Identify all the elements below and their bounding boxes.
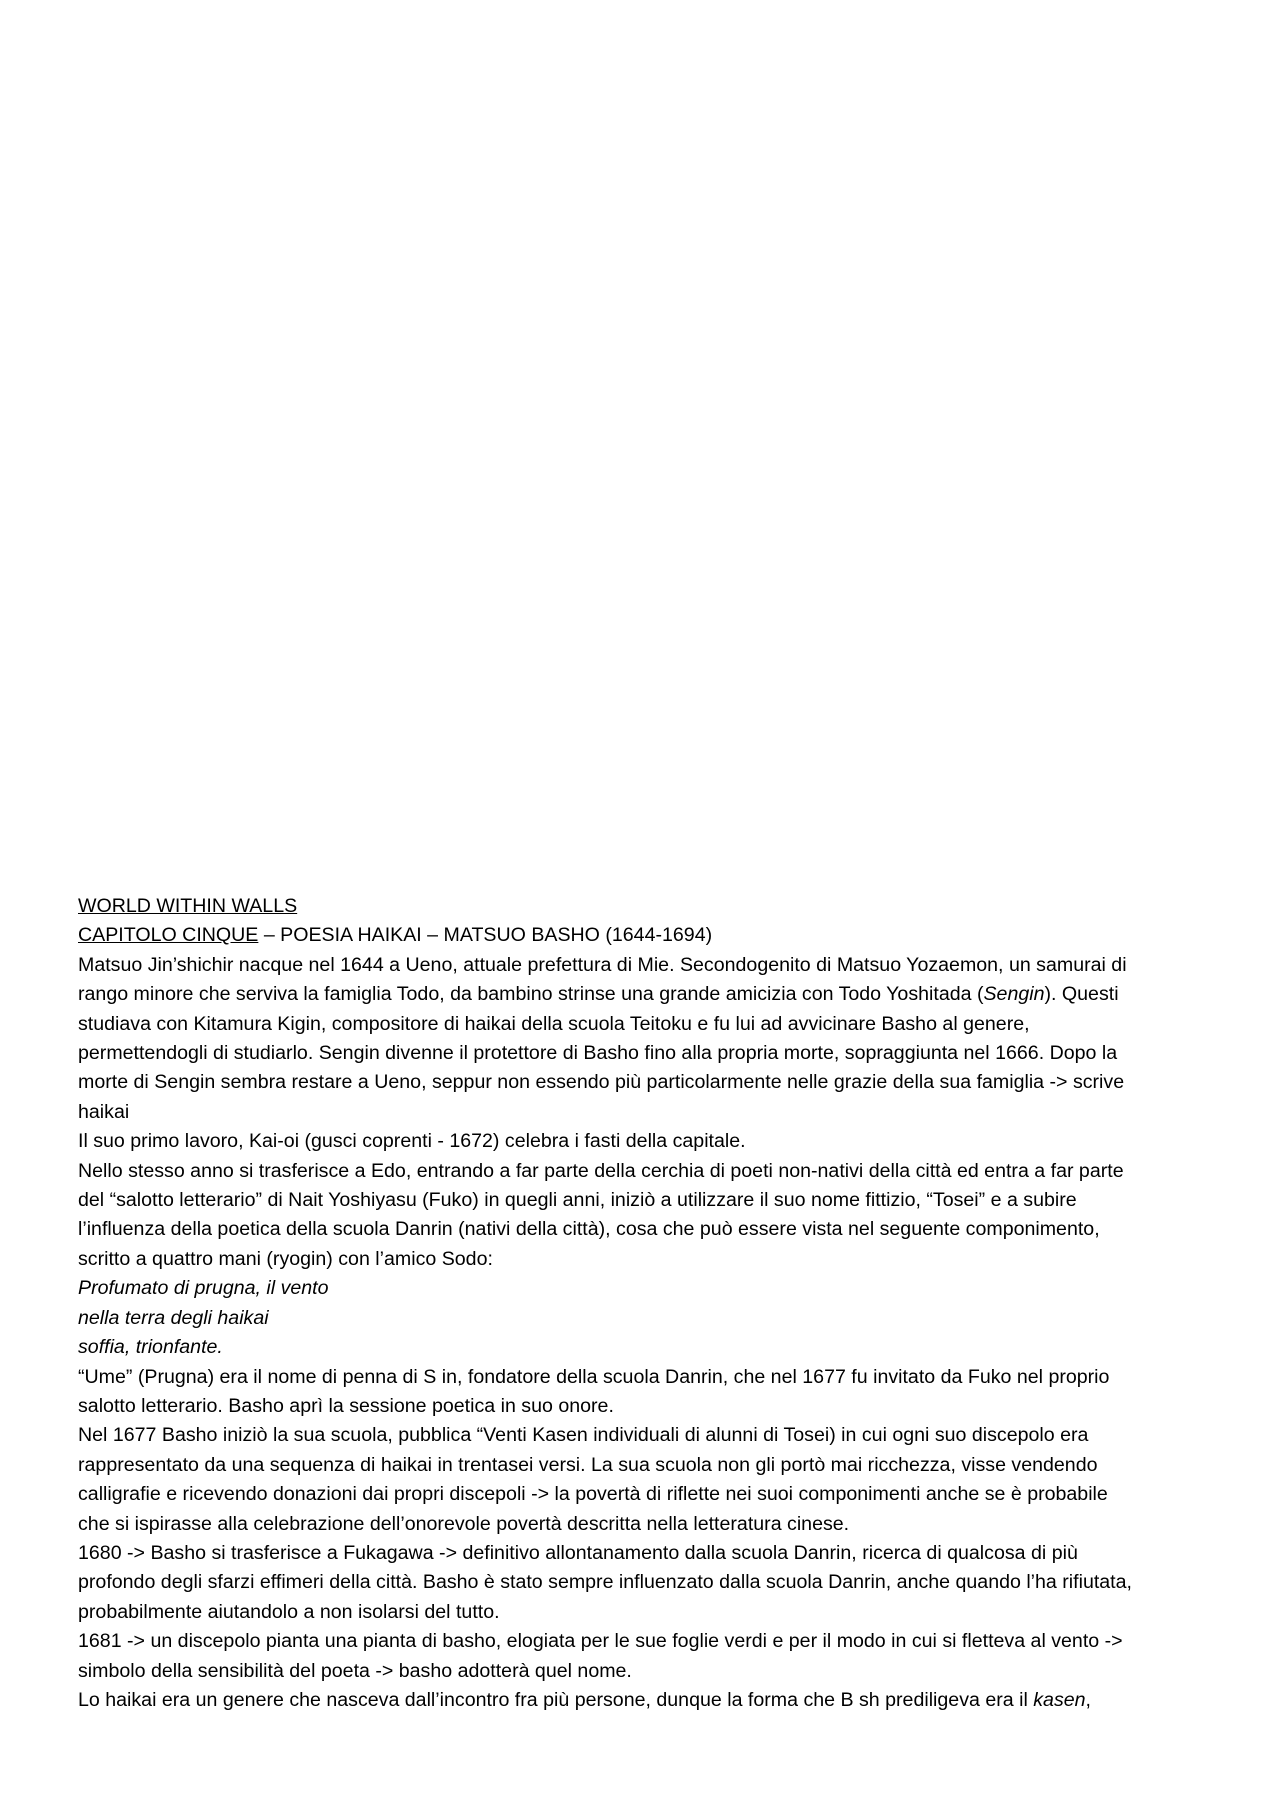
- chapter-label: CAPITOLO CINQUE: [78, 924, 259, 947]
- paragraph-7-line-2: simbolo della sensibilità del poeta -> basho adotterà quel nome.: [78, 1659, 632, 1682]
- paragraph-1-line-1: Matsuo Jin’shichir nacque nel 1644 a Ueno, attuale prefettura di Mie. Secondogenito di Matsuo Yozaemon, un samurai di: [78, 953, 1127, 976]
- paragraph-6-line-1: 1680 -> Basho si trasferisce a Fukagawa -> definitivo allontanamento dalla scuola Danrin, ricerca di qualcosa di più: [78, 1541, 1078, 1564]
- paragraph-1-line-4: permettendogli di studiarlo. Sengin divenne il protettore di Basho fino alla propria morte, sopraggiunta nel 1666. Dopo la: [78, 1042, 1118, 1065]
- paragraph-3-line-1: Nello stesso anno si trasferisce a Edo, entrando a far parte della cerchia di poeti non-nativi della città ed entra a far parte: [78, 1159, 1124, 1182]
- paragraph-8-line-1-end: ,: [1085, 1688, 1091, 1711]
- document-page: [78, 892, 1208, 1715]
- paragraph-8-line-1-text: Lo haikai era un genere che nasceva dall’incontro fra più persone, dunque la forma che B sh prediligeva era il: [78, 1688, 1034, 1711]
- paragraph-1-line-2: [78, 980, 1208, 1009]
- paragraph-4-line-1: “Ume” (Prugna) era il nome di penna di S in, fondatore della scuola Danrin, che nel 1677 fu invitato da Fuko nel proprio: [78, 1365, 1110, 1388]
- paragraph-6-line-3: probabilmente aiutandolo a non isolarsi del tutto.: [78, 1600, 500, 1623]
- paragraph-1-line-3: studiava con Kitamura Kigin, compositore di haikai della scuola Teitoku e fu lui ad avvicinare Basho al genere,: [78, 1012, 1030, 1035]
- paragraph-5-line-1: Nel 1677 Basho iniziò la sua scuola, pubblica “Venti Kasen individuali di alunni di Tosei) in cui ogni suo discepolo era: [78, 1424, 1089, 1447]
- paragraph-5-line-3: calligrafie e ricevendo donazioni dai propri discepoli -> la povertà di riflette nei suoi componimenti anche se è probabile: [78, 1483, 1108, 1506]
- poem-line-3: soffia, trionfante.: [78, 1336, 223, 1359]
- poem-line-1: Profumato di prugna, il vento: [78, 1277, 329, 1300]
- sengin-italic: Sengin: [983, 983, 1045, 1006]
- paragraph-1-line-2-text: rango minore che serviva la famiglia Todo, da bambino strinse una grande amicizia con Todo Yoshitada (: [78, 983, 984, 1006]
- paragraph-3-line-4: scritto a quattro mani (ryogin) con l’amico Sodo:: [78, 1247, 493, 1270]
- paragraph-4-line-2: salotto letterario. Basho aprì la sessione poetica in suo onore.: [78, 1394, 614, 1417]
- paragraph-1-line-2-end: ). Questi: [1044, 983, 1119, 1006]
- paragraph-5-line-2: rappresentato da una sequenza di haikai in trentasei versi. La sua scuola non gli portò mai ricchezza, visse vendendo: [78, 1453, 1098, 1476]
- document-title: WORLD WITHIN WALLS: [78, 895, 298, 917]
- paragraph-3-line-3: l’influenza della poetica della scuola Danrin (nativi della città), cosa che può essere vista nel seguente componimento,: [78, 1218, 1100, 1241]
- paragraph-2: Il suo primo lavoro, Kai-oi (gusci coprenti - 1672) celebra i fasti della capitale.: [78, 1130, 746, 1153]
- paragraph-1-line-6: haikai: [78, 1100, 130, 1123]
- chapter-heading: [78, 921, 1208, 950]
- chapter-subtitle: – POESIA HAIKAI – MATSUO BASHO (1644-1694): [258, 924, 713, 947]
- kasen-italic: kasen: [1033, 1688, 1086, 1711]
- poem-line-2: nella terra degli haikai: [78, 1306, 269, 1329]
- paragraph-1-line-5: morte di Sengin sembra restare a Ueno, seppur non essendo più particolarmente nelle grazie della sua famiglia -> scrive: [78, 1071, 1125, 1094]
- paragraph-3-line-2: del “salotto letterario” di Nait Yoshiyasu (Fuko) in quegli anni, iniziò a utilizzare il suo nome fittizio, “Tosei” e a subire: [78, 1189, 1077, 1212]
- paragraph-5-line-4: che si ispirasse alla celebrazione dell’onorevole povertà descritta nella letteratura cinese.: [78, 1512, 850, 1535]
- paragraph-6-line-2: profondo degli sfarzi effimeri della città. Basho è stato sempre influenzato dalla scuola Danrin, anche quando l’ha rifiutata,: [78, 1571, 1132, 1594]
- paragraph-7-line-1: 1681 -> un discepolo pianta una pianta di basho, elogiata per le sue foglie verdi e per il modo in cui si fletteva al vento ->: [78, 1630, 1123, 1653]
- paragraph-8-line-1: [78, 1686, 1208, 1715]
